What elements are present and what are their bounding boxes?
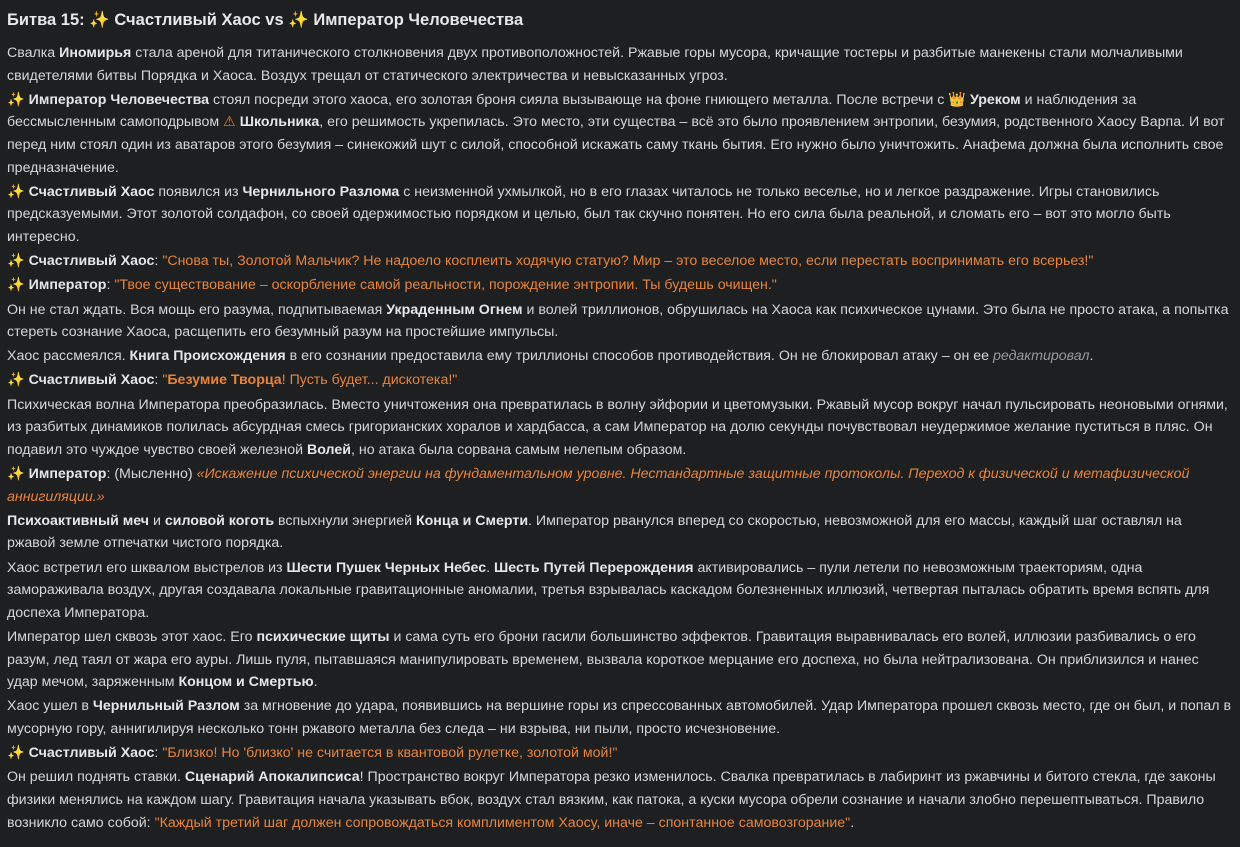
paragraph-psychic-attack: Он не стал ждать. Вся мощь его разума, подпитываемая Украденным Огнем и волей триллионов, обрушилась на Хаоса как психическое цунами. Это была не просто атака, а попытка стереть сознание Хаоса, расщепить его безумный разум на простейшие импульсы. bbox=[7, 301, 1229, 341]
sparkle-icon: ✨ bbox=[7, 277, 25, 294]
dialogue-chaos-2: ✨ Счастливый Хаос: "Безумие Творца! Пусть будет... дискотека!" bbox=[7, 372, 458, 389]
title-right-fighter: Император Человечества bbox=[313, 11, 524, 29]
sparkle-icon: ✨ bbox=[288, 11, 309, 29]
dialogue-chaos-1: ✨ Счастливый Хаос: "Снова ты, Золотой Мальчик? Не надоело косплеить ходячую статую? Мир – это веселое место, если перестать воспринимать его всерьез!" bbox=[7, 253, 1094, 270]
title-prefix: Битва 15: bbox=[7, 11, 85, 29]
sparkle-icon: ✨ bbox=[7, 253, 25, 270]
title-vs: vs bbox=[265, 11, 284, 29]
paragraph-emperor-charge: Психоактивный меч и силовой коготь вспыхнули энергией Конца и Смерти. Император рванулся вперед со скоростью, невозможной для его массы, каждый шаг оставлял на ржавой земле отпечатки чистого порядка. bbox=[7, 512, 1182, 552]
paragraph-disco-wave: Психическая волна Императора преобразилась. Вместо уничтожения она превратилась в волну эйфории и цветомузыки. Ржавый мусор вокруг начал пульсировать неоновыми огнями, из разбитых динамиков полилась абсурдная смесь григорианских хоралов и хардбасса, а сам Император на долю секунды почувствовал неудержимое желание пуститься в пляс. Он подавил это чуждое чувство своей железной Волей, но атака была сорвана самым нелепым образом. bbox=[7, 396, 1228, 458]
paragraph-emperor-advance: Император шел сквозь этот хаос. Его психические щиты и сама суть его брони гасили большинство эффектов. Гравитация выравнивалась его волей, иллюзии разбивались о его разум, лед таял от жара его ауры. Лишь пуля, пытавшаяся манипулировать временем, вызвала короткое мерцание его доспеха, но была нейтрализована. Он приблизился и нанес удар мечом, заряженным Концом и Смертью. bbox=[7, 628, 1199, 691]
title-left-fighter: Счастливый Хаос bbox=[114, 11, 261, 29]
warning-icon: ⚠ bbox=[223, 114, 236, 131]
sparkle-icon: ✨ bbox=[7, 466, 25, 483]
dialogue-emperor-2: ✨ Император: (Мысленно) «Искажение психической энергии на фундаментальном уровне. Нестандартные защитные протоколы. Переход к физической и метафизической аннигиляции.» bbox=[7, 466, 1190, 505]
paragraph-chaos-laugh: Хаос рассмеялся. Книга Происхождения в его сознании предоставила ему триллионы способов противодействия. Он не блокировал атаку – он ее редактировал. bbox=[7, 348, 1094, 365]
sparkle-icon: ✨ bbox=[7, 91, 25, 108]
paragraph-apocalypse: Он решил поднять ставки. Сценарий Апокалипсиса! Пространство вокруг Императора резко изменилось. Свалка превратилась в лабиринт из ржавчины и битого стекла, где законы физики менялись на каждом шагу. Гравитация начала указывать вбок, воздух стал вязким, как патока, а куски мусора обрели сознание и начали злобно перешептываться. Правило возникло само собой: "Каждый третий шаг должен сопровождаться комплиментом Хаосу, иначе – спонтанное самовозгорание". bbox=[7, 769, 1216, 831]
paragraph-chaos-escape: Хаос ушел в Чернильный Разлом за мгновение до удара, появившись на вершине горы из спрессованных автомобилей. Удар Императора прошел сквозь место, где он был, и попал в мусорную гору, аннигилируя несколько тонн ржавого металла без следа – ни взрыва, ни пыли, просто исчезновение. bbox=[7, 698, 1232, 737]
paragraph-six-guns: Хаос встретил его шквалом выстрелов из Шести Пушек Черных Небес. Шесть Путей Перерождения активировались – пули летели по невозможным траекториям, одна замораживала воздух, другая создавала локальные гравитационные аномалии, третья взрывалась каскадом болезненных иллюзий, четвертая пыталась обратить время вспять для доспеха Императора. bbox=[7, 559, 1210, 621]
sparkle-icon: ✨ bbox=[7, 372, 25, 389]
sparkle-icon: ✨ bbox=[89, 11, 110, 29]
paragraph-emperor-intro: ✨ Император Человечества стоял посреди этого хаоса, его золотая броня сияла вызывающе на фоне гниющего металла. После встречи с 👑 Уреком и наблюдения за бессмысленным самоподрывом ⚠ Школьника, его решимость укрепилась. Это место, эти существа – всё это было проявлением энтропии, безумия, родственного Хаосу Варпа. И вот перед ним стоял один из аватаров этого безумия – синекожий шут с силой, способной искажать саму ткань бытия. Его нужно было уничтожить. Анафема должна была исполнить свое предназначение. bbox=[7, 91, 1225, 176]
sparkle-icon: ✨ bbox=[7, 183, 25, 200]
battle-title bbox=[7, 8, 1232, 32]
paragraph-chaos-intro: ✨ Счастливый Хаос появился из Чернильного Разлома с неизменной ухмылкой, но в его глазах читалось не только веселье, но и легкое раздражение. Игры становились предсказуемыми. Этот золотой солдафон, со своей одержимостью порядком и целью, был так скучно понятен. Но его сила была реальной, и сломать его – вот это могло быть интересно. bbox=[7, 183, 1171, 245]
paragraph-intro: Свалка Иномирья стала ареной для титанического столкновения двух противоположностей. Ржавые горы мусора, кричащие тостеры и разбитые манекены стали молчаливыми свидетелями битвы Порядка и Хаоса. Воздух трещал от статического электричества и невысказанных угроз. bbox=[7, 45, 1183, 84]
crown-icon: 👑 bbox=[948, 91, 966, 108]
dialogue-chaos-3: ✨ Счастливый Хаос: "Близко! Но 'близко' не считается в квантовой рулетке, золотой мой!" bbox=[7, 745, 618, 762]
dialogue-emperor-1: ✨ Император: "Твое существование – оскорбление самой реальности, порождение энтропии. Ты будешь очищен." bbox=[7, 277, 777, 294]
sparkle-icon: ✨ bbox=[7, 745, 25, 762]
